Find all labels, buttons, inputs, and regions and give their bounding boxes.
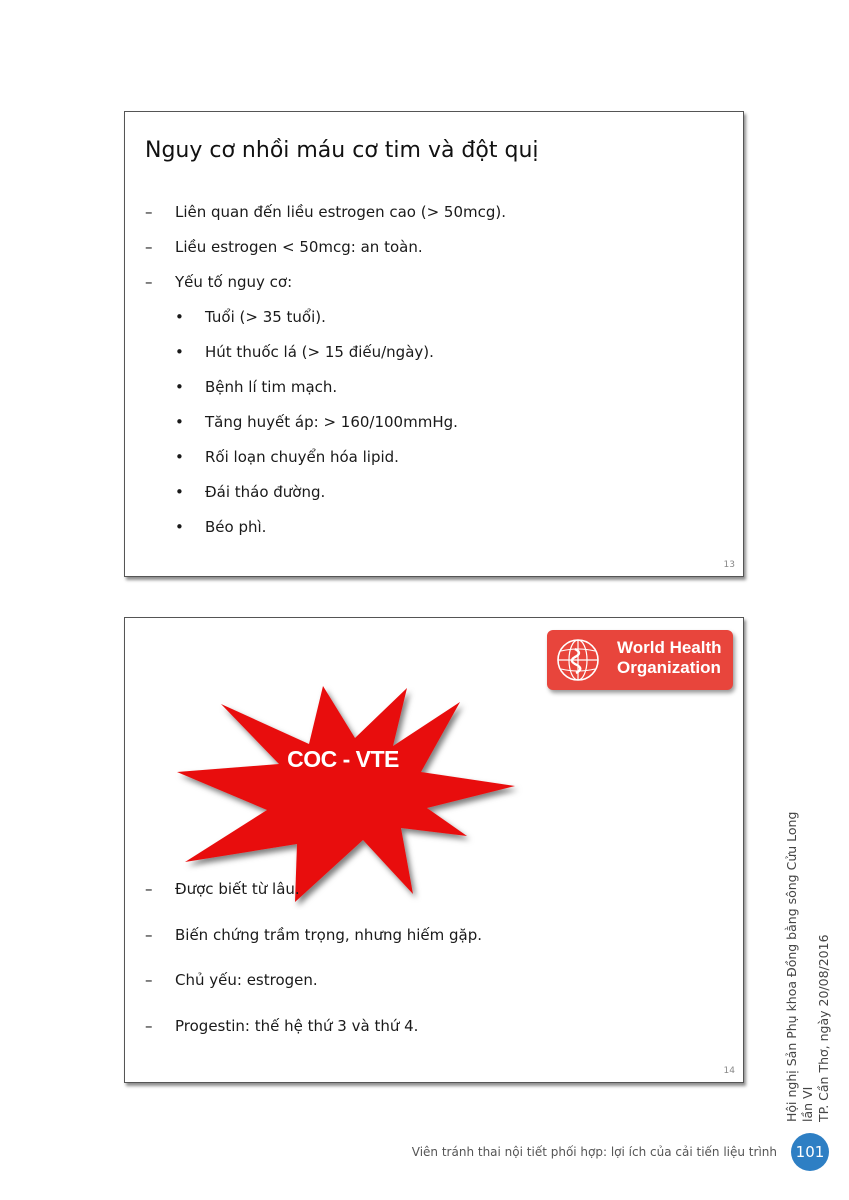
bullet-marker: • — [175, 518, 184, 536]
bullet-marker: • — [175, 378, 184, 396]
slide-13: Nguy cơ nhồi máu cơ tim và đột quị – Liên quan đến liều estrogen cao (> 50mcg). – Liều estrogen < 50mcg: an toàn. – Yếu tố nguy cơ: • Tuổi (> 35 tuổi). • Hút thuốc lá (> 15 điếu/ngày). • Bệnh lí tim mạch. • Tăng huyết áp: > 160/100mmHg. • Rối loạn chuyển hóa lipid. • Đái tháo đường. • Béo phì. 13 — [124, 111, 744, 577]
side-note-line-2: TP. Cần Thơ, ngày 20/08/2016 — [816, 934, 831, 1122]
footer-title: Viên tránh thai nội tiết phối hợp: lợi ích của cải tiến liệu trình — [411, 1145, 777, 1159]
bullet-marker: • — [175, 343, 184, 361]
who-logo-text: World Health Organization — [617, 638, 722, 677]
side-note-line-1: Hội nghị Sản Phụ khoa Đồng bằng sông Cửu Long lần VI — [784, 811, 815, 1122]
bullet-marker: • — [175, 448, 184, 466]
dash-marker: – — [145, 273, 153, 291]
dash-marker: – — [145, 203, 153, 221]
bullet-marker: • — [175, 413, 184, 431]
slide-number: 13 — [723, 560, 735, 570]
dash-marker: – — [145, 238, 153, 256]
dash-marker: – — [145, 1017, 153, 1035]
conference-side-note — [784, 802, 831, 1122]
slide-14: World Health Organization COC - VTE – Được biết từ lâu. – Biến chứng trầm trọng, nhưng hiếm gặp. – Chủ yếu: estrogen. – Progestin: thế hệ thứ 3 và thứ 4. 14 — [124, 617, 744, 1083]
bullet-marker: • — [175, 483, 184, 501]
dash-marker: – — [145, 880, 153, 898]
bullet-marker: • — [175, 308, 184, 326]
burst-label: COC - VTE — [287, 746, 399, 772]
slide-13-title: Nguy cơ nhồi máu cơ tim và đột quị — [145, 138, 539, 163]
page-number-badge: 101 — [791, 1133, 829, 1171]
slide-number: 14 — [723, 1066, 735, 1076]
who-emblem-icon — [555, 637, 601, 683]
starburst-shape — [175, 680, 525, 910]
dash-marker: – — [145, 971, 153, 989]
dash-marker: – — [145, 926, 153, 944]
who-logo — [547, 630, 733, 690]
